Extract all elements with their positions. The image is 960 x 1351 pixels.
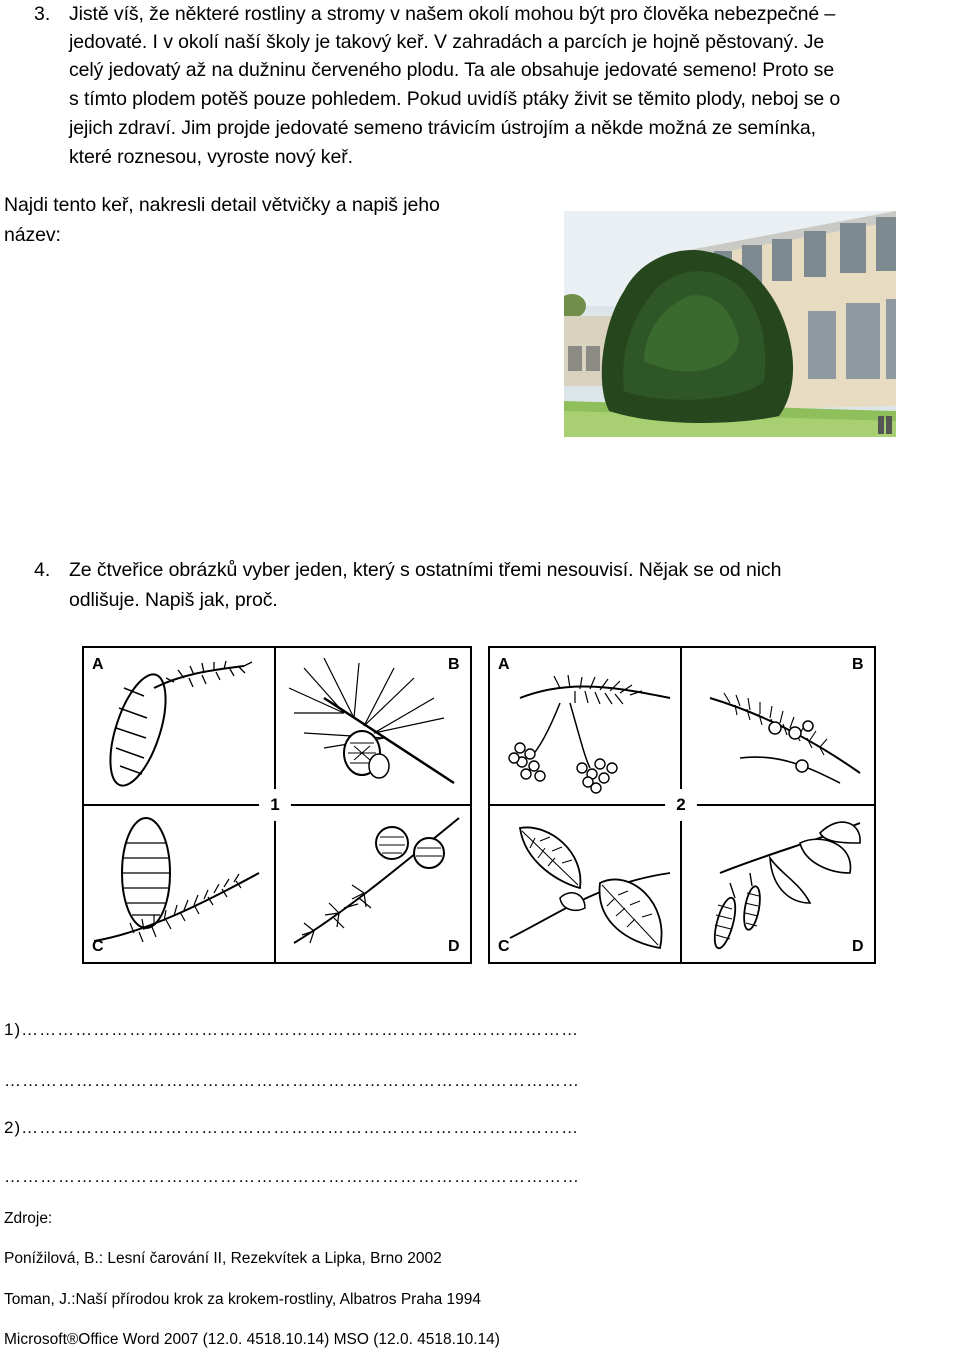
option-label-a: A xyxy=(498,656,510,673)
spruce-cone-drawing xyxy=(94,658,264,798)
yew-branch-drawing xyxy=(690,658,862,798)
beech-leaves-drawing xyxy=(500,813,672,953)
pine-branch-drawing xyxy=(284,658,464,798)
source-item: Toman, J.:Naší přírodou krok za krokem-rostliny, Albatros Praha 1994 xyxy=(4,1291,481,1308)
answer-line-2[interactable]: 2)………………………………………………………………………………… xyxy=(4,1118,580,1137)
task3-text-line: které roznesou, vyroste nový keř. xyxy=(69,146,353,168)
source-item: Ponížilová, B.: Lesní čarování II, Rezekvítek a Lipka, Brno 2002 xyxy=(4,1250,442,1267)
answer-line-1[interactable]: 1)………………………………………………………………………………… xyxy=(4,1020,580,1039)
option-label-c: C xyxy=(498,938,510,955)
task3-instruction: název: xyxy=(4,224,61,246)
source-item: Microsoft®Office Word 2007 (12.0. 4518.10.14) MSO (12.0. 4518.10.14) xyxy=(4,1331,500,1348)
option-label-b: B xyxy=(852,656,864,673)
yew-shrub-photo xyxy=(564,211,896,437)
task4-text-line: Ze čtveřice obrázků vyber jeden, který s ostatními třemi nesouvisí. Nějak se od nich xyxy=(69,559,782,581)
catkins-drawing xyxy=(690,813,862,953)
option-label-a: A xyxy=(92,656,104,673)
picture-set-number: 2 xyxy=(665,789,697,821)
task4-text-line: odlišuje. Napiš jak, proč. xyxy=(69,589,278,611)
task3-text-line: Jistě víš, že některé rostliny a stromy v našem okolí mohou být pro člověka nebezpečné – xyxy=(69,3,836,25)
task4-number: 4. xyxy=(34,559,51,581)
task3-text-line: jejich zdraví. Jim projde jedovaté semeno trávicím ústrojím a někde možná ze semínka, xyxy=(69,117,816,139)
option-label-c: C xyxy=(92,938,104,955)
task3-instruction: Najdi tento keř, nakresli detail větvičky a napiš jeho xyxy=(4,194,440,216)
task3-text-line: s tímto plodem potěš pouze pohledem. Pokud uvidíš ptáky živit se těmito plody, neboj se o xyxy=(69,88,841,110)
fir-cone-drawing xyxy=(94,813,264,953)
option-label-d: D xyxy=(852,938,864,955)
sources-heading: Zdroje: xyxy=(4,1210,53,1227)
task3-text-line: celý jedovatý až na dužninu červeného plodu. Ta ale obsahuje jedovaté semeno! Proto se xyxy=(69,59,835,81)
larch-branch-drawing xyxy=(284,813,464,953)
option-label-b: B xyxy=(448,656,460,673)
task3-number: 3. xyxy=(34,3,51,25)
answer-line-2b[interactable]: …………………………………………………………………………………… xyxy=(4,1167,580,1186)
rowan-drawing xyxy=(500,658,672,798)
option-label-d: D xyxy=(448,938,460,955)
task3-text-line: jedovaté. I v okolí naší školy je takový keř. V zahradách a parcích je hojně pěstovaný. Je xyxy=(69,31,825,53)
picture-set-number: 1 xyxy=(259,789,291,821)
picture-set-1 xyxy=(82,646,472,964)
answer-line-1b[interactable]: …………………………………………………………………………………… xyxy=(4,1071,580,1090)
picture-set-2 xyxy=(488,646,876,964)
